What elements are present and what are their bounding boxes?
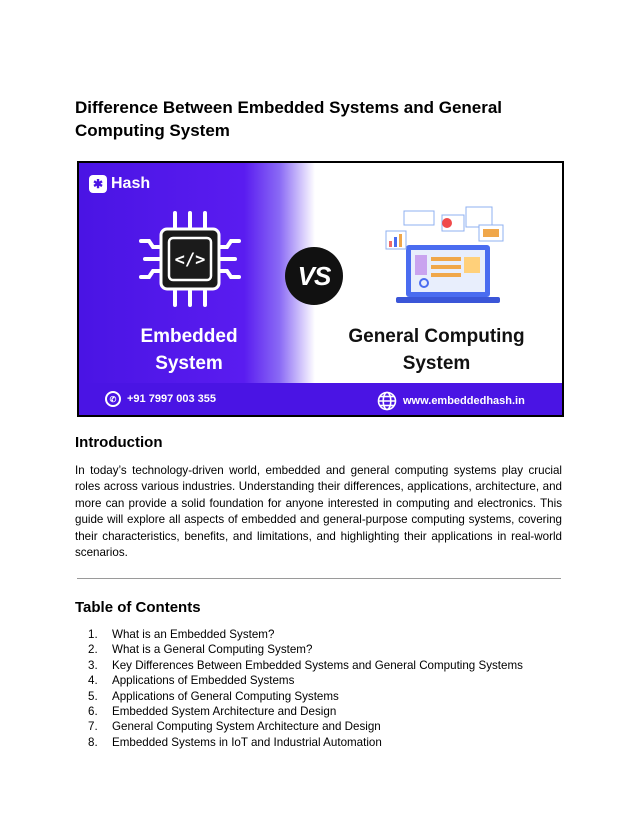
toc-item-label: Embedded System Architecture and Design xyxy=(112,705,337,719)
embedded-title-line2: System xyxy=(155,353,223,374)
toc-item-label: What is a General Computing System? xyxy=(112,643,313,657)
general-title-line2: System xyxy=(402,353,471,374)
vs-badge: VS xyxy=(285,247,343,305)
toc-item-number: 3. xyxy=(88,658,98,672)
toc-item-label: Key Differences Between Embedded Systems and General Computing Systems xyxy=(112,658,523,672)
toc-item-number: 2. xyxy=(88,643,98,657)
toc-item-number: 8. xyxy=(88,735,98,749)
section-divider xyxy=(77,578,561,579)
general-title-line1: General Computing xyxy=(348,326,525,347)
phone-icon: ✆ xyxy=(105,391,121,407)
toc-item-number: 7. xyxy=(88,720,98,734)
toc-item-label: Applications of Embedded Systems xyxy=(112,674,295,688)
embedded-system-title xyxy=(79,323,299,377)
chip-code-text: </> xyxy=(174,250,206,270)
banner-image xyxy=(77,161,564,417)
general-computing-title xyxy=(319,323,554,377)
phone-number: +91 7997 003 355 xyxy=(127,393,217,405)
toc-item[interactable] xyxy=(88,735,523,750)
toc-item-label: Embedded Systems in IoT and Industrial Automation xyxy=(112,735,382,749)
chip-icon xyxy=(135,209,245,309)
website-contact xyxy=(377,391,525,411)
toc-item-number: 1. xyxy=(88,628,98,641)
toc-item[interactable] xyxy=(88,673,523,688)
toc-item-number: 4. xyxy=(88,674,98,688)
hash-logo xyxy=(89,175,150,193)
website-url: www.embeddedhash.in xyxy=(403,395,525,407)
toc-item-number: 6. xyxy=(88,705,98,719)
toc-item[interactable] xyxy=(88,704,523,719)
introduction-heading: Introduction xyxy=(75,434,163,451)
globe-icon xyxy=(377,391,397,411)
toc-item[interactable] xyxy=(88,689,523,704)
embedded-title-line1: Embedded xyxy=(140,326,238,347)
toc-item[interactable] xyxy=(88,627,523,642)
logo-text: Hash xyxy=(111,175,151,192)
toc-item-label: General Computing System Architecture and Design xyxy=(112,720,381,734)
table-of-contents-list xyxy=(88,627,523,750)
toc-item-number: 5. xyxy=(88,689,98,703)
introduction-paragraph: In today’s technology-driven world, embedded and general computing systems play crucial roles across various industries. Understanding their differences, applications, architecture, and more can provide a solid foundation for anyone interested in computing and electronics. This guide will explore all aspects of embedded and general-purpose computing systems, covering their characteristics, benefits, and limitations, and highlighting their applications in real-world scenarios. xyxy=(75,464,562,560)
toc-item[interactable] xyxy=(88,719,523,734)
logo-mark-icon: ✱ xyxy=(89,175,107,193)
toc-item-label: Applications of General Computing Systems xyxy=(112,689,339,703)
toc-item[interactable] xyxy=(88,658,523,673)
computer-illustration-icon xyxy=(384,205,509,310)
phone-contact xyxy=(105,391,216,407)
toc-heading: Table of Contents xyxy=(75,599,201,616)
toc-item[interactable] xyxy=(88,642,523,657)
page-title: Difference Between Embedded Systems and General Computing System xyxy=(75,98,503,140)
toc-item-label: What is an Embedded System? xyxy=(112,628,275,641)
